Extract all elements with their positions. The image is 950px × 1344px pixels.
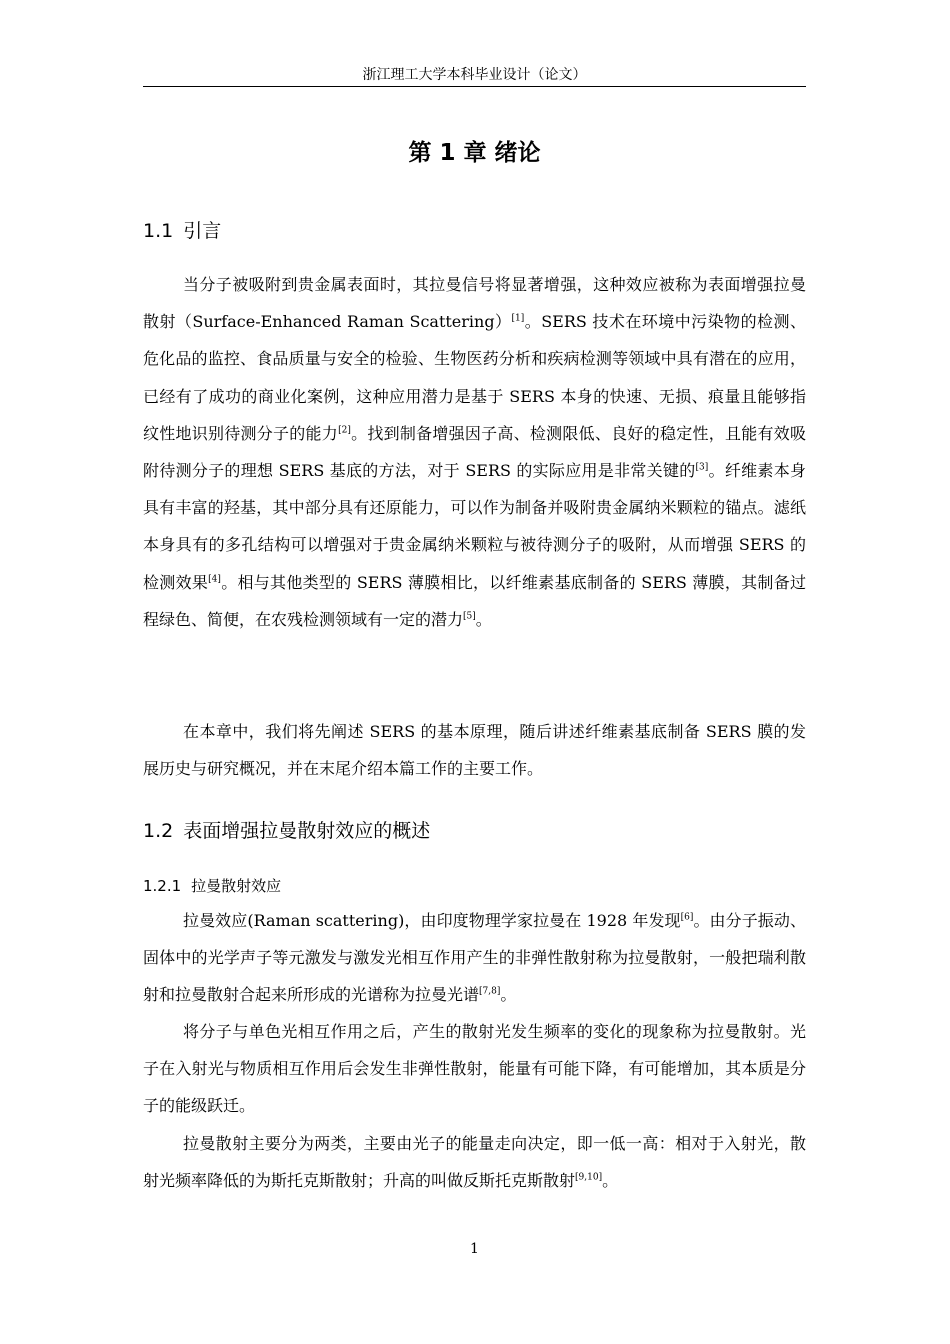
paragraph-text: 当分子被吸附到贵金属表面时，其拉曼信号将显著增强，这种效应被称为表面增强拉曼散射（Surface-Enhanced Raman Scattering） <box>143 275 806 332</box>
header-rule <box>143 86 806 87</box>
paragraph-text: 。相与其他类型的 SERS 薄膜相比，以纤维素基底制备的 SERS 薄膜，其制备过程绿色、简便，在农残检测领域有一定的潜力 <box>143 572 806 629</box>
paragraph-raman-types <box>143 1125 806 1199</box>
section-title: 拉曼散射效应 <box>191 877 282 895</box>
citation: [6] <box>680 912 694 923</box>
paragraph-raman-definition <box>143 1013 806 1125</box>
citation: [3] <box>695 462 709 473</box>
paragraph-text: 将分子与单色光相互作用之后，产生的散射光发生频率的变化的现象称为拉曼散射。光子在入射光与物质相互作用后会发生非弹性散射，能量有可能下降，有可能增加，其本质是分子的能级跃迁。 <box>143 1022 806 1116</box>
paragraph-text: 。由分子振动、固体中的光学声子等元激发与激发光相互作用产生的非弹性散射称为拉曼散射，一般把瑞利散射和拉曼散射合起来所形成的光谱称为拉曼光谱 <box>143 911 806 1005</box>
paragraph-text: 。纤维素本身具有丰富的羟基，其中部分具有还原能力，可以作为制备并吸附贵金属纳米颗粒的锚点。滤纸本身具有的多孔结构可以增强对于贵金属纳米颗粒与被待测分子的吸附，从而增强 SERS 的检测效果 <box>143 461 806 592</box>
running-header: 浙江理工大学本科毕业设计（论文） <box>362 67 587 83</box>
paragraph-chapter-overview <box>143 713 806 787</box>
paragraph-text: 。 <box>475 609 492 629</box>
citation: [7,8] <box>479 987 501 998</box>
section-title: 引言 <box>183 220 222 242</box>
paragraph-intro <box>143 266 806 638</box>
paragraph-text: 。 <box>602 1171 619 1191</box>
citation: [2] <box>338 425 351 436</box>
page-number: 1 <box>470 1241 479 1257</box>
section-number: 1.1 <box>143 220 174 242</box>
section-title: 表面增强拉曼散射效应的概述 <box>183 820 431 842</box>
citation: [5] <box>463 611 476 622</box>
paragraph-text: 。SERS 技术在环境中污染物的检测、危化品的监控、食品质量与安全的检验、生物医药分析和疾病检测等领域中具有潜在的应用，已经有了成功的商业化案例，这种应用潜力是基于 SERS 本身的快速、无损、痕量且能够指纹性地识别待测分子的能力 <box>143 312 806 443</box>
section-number: 1.2.1 <box>143 877 182 895</box>
paragraph-text: 在本章中，我们将先阐述 SERS 的基本原理，随后讲述纤维素基底制备 SERS 膜的发展历史与研究概况，并在末尾介绍本篇工作的主要工作。 <box>143 722 806 779</box>
paragraph-raman-effect <box>143 902 806 1014</box>
section-heading-1-1 <box>143 217 221 245</box>
paragraph-text: 。找到制备增强因子高、检测限低、良好的稳定性，且能有效吸附待测分子的理想 SERS 基底的方法，对于 SERS 的实际应用是非常关键的 <box>143 423 806 481</box>
section-number: 1.2 <box>143 820 174 842</box>
paragraph-text: 拉曼效应(Raman scattering)，由印度物理学家拉曼在 1928 年发现 <box>183 911 681 930</box>
section-heading-1-2 <box>143 817 430 845</box>
paragraph-text: 拉曼散射主要分为两类，主要由光子的能量走向决定，即一低一高：相对于入射光，散射光频率降低的为斯托克斯散射；升高的叫做反斯托克斯散射 <box>143 1134 806 1191</box>
chapter-title: 第 1 章 绪论 <box>408 140 541 166</box>
citation: [9,10] <box>575 1172 603 1183</box>
section-heading-1-2-1 <box>143 875 281 897</box>
citation: [1] <box>511 313 525 324</box>
citation: [4] <box>208 574 221 585</box>
paragraph-text: 。 <box>500 985 517 1005</box>
